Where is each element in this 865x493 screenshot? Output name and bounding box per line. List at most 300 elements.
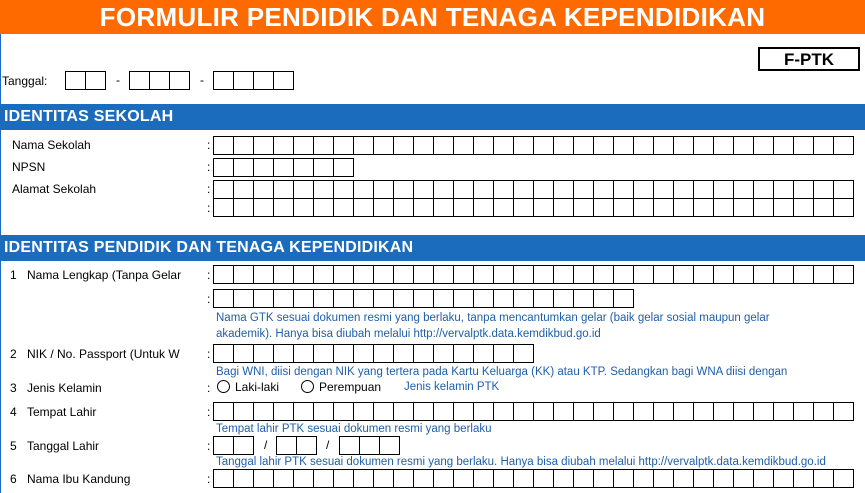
char-box[interactable] [573, 469, 594, 488]
char-box[interactable] [233, 289, 254, 308]
char-box[interactable] [273, 289, 294, 308]
char-box[interactable] [253, 265, 274, 284]
radio-perempuan-label: Perempuan [319, 380, 382, 394]
char-box[interactable] [393, 265, 414, 284]
char-box[interactable] [333, 180, 354, 199]
char-box[interactable] [253, 198, 274, 217]
char-box[interactable] [453, 402, 474, 421]
char-box[interactable] [613, 402, 634, 421]
char-box[interactable] [493, 402, 514, 421]
nama-ibu-boxes[interactable] [213, 469, 865, 488]
char-box[interactable] [833, 136, 854, 155]
char-box[interactable] [453, 265, 474, 284]
char-box[interactable] [713, 402, 734, 421]
char-box[interactable] [393, 469, 414, 488]
date-month-boxes[interactable] [129, 71, 189, 90]
char-box[interactable] [753, 469, 774, 488]
char-box[interactable] [373, 469, 394, 488]
char-box[interactable] [513, 136, 534, 155]
char-box[interactable] [553, 198, 574, 217]
char-box[interactable] [513, 180, 534, 199]
char-box[interactable] [213, 198, 234, 217]
date-year-boxes[interactable] [213, 71, 293, 90]
char-box[interactable] [373, 344, 394, 363]
tempat-lahir-label: Tempat Lahir [27, 405, 97, 419]
char-box[interactable] [253, 136, 274, 155]
colon: : [207, 268, 211, 282]
char-box[interactable] [573, 265, 594, 284]
char-box[interactable] [533, 265, 554, 284]
char-box[interactable] [353, 344, 374, 363]
char-box[interactable] [573, 289, 594, 308]
char-box[interactable] [313, 265, 334, 284]
field-number: 5 [10, 439, 17, 453]
char-box[interactable] [533, 198, 554, 217]
char-box[interactable] [433, 180, 454, 199]
char-box[interactable] [833, 265, 854, 284]
field-number: 1 [10, 268, 17, 282]
char-box[interactable] [773, 198, 794, 217]
radio-laki-laki[interactable] [217, 380, 279, 394]
char-box[interactable] [453, 136, 474, 155]
char-box[interactable] [273, 158, 294, 177]
nama-lengkap-boxes-line2[interactable] [213, 289, 633, 308]
char-box[interactable] [753, 265, 774, 284]
alamat-sekolah-boxes-line2[interactable] [213, 198, 865, 217]
nama-lengkap-hint-1: Nama GTK sesuai dokumen resmi yang berlaku, tanpa mencantumkan gelar (baik gelar sosial maupun gelar [216, 312, 770, 324]
char-box[interactable] [353, 265, 374, 284]
char-box[interactable] [413, 265, 434, 284]
char-box[interactable] [313, 402, 334, 421]
char-box[interactable] [493, 180, 514, 199]
char-box[interactable] [333, 265, 354, 284]
char-box[interactable] [373, 180, 394, 199]
char-box[interactable] [553, 469, 574, 488]
char-box[interactable] [273, 265, 294, 284]
char-box[interactable] [473, 265, 494, 284]
char-box[interactable] [513, 402, 534, 421]
char-box[interactable] [673, 198, 694, 217]
char-box[interactable] [353, 180, 374, 199]
char-box[interactable] [393, 402, 414, 421]
char-box[interactable] [593, 198, 614, 217]
char-box[interactable] [85, 71, 106, 90]
char-box[interactable] [773, 265, 794, 284]
char-box[interactable] [633, 180, 654, 199]
char-box[interactable] [413, 198, 434, 217]
char-box[interactable] [713, 136, 734, 155]
char-box[interactable] [733, 265, 754, 284]
char-box[interactable] [833, 469, 854, 488]
char-box[interactable] [733, 198, 754, 217]
char-box[interactable] [713, 265, 734, 284]
char-box[interactable] [393, 344, 414, 363]
char-box[interactable] [433, 469, 454, 488]
char-box[interactable] [393, 289, 414, 308]
char-box[interactable] [813, 180, 834, 199]
char-box[interactable] [473, 180, 494, 199]
char-box[interactable] [613, 180, 634, 199]
char-box[interactable] [233, 136, 254, 155]
char-box[interactable] [713, 180, 734, 199]
char-box[interactable] [393, 198, 414, 217]
char-box[interactable] [513, 469, 534, 488]
date-slash: / [264, 438, 268, 452]
char-box[interactable] [653, 469, 674, 488]
char-box[interactable] [453, 469, 474, 488]
char-box[interactable] [813, 265, 834, 284]
char-box[interactable] [633, 265, 654, 284]
char-box[interactable] [273, 198, 294, 217]
char-box[interactable] [593, 136, 614, 155]
char-box[interactable] [753, 136, 774, 155]
char-box[interactable] [653, 402, 674, 421]
char-box[interactable] [293, 158, 314, 177]
char-box[interactable] [773, 402, 794, 421]
char-box[interactable] [473, 136, 494, 155]
char-box[interactable] [653, 136, 674, 155]
char-box[interactable] [353, 198, 374, 217]
section-header-ptk: IDENTITAS PENDIDIK DAN TENAGA KEPENDIDIKAN [0, 235, 865, 261]
char-box[interactable] [293, 402, 314, 421]
char-box[interactable] [65, 71, 86, 90]
char-box[interactable] [533, 136, 554, 155]
char-box[interactable] [753, 402, 774, 421]
char-box[interactable] [733, 136, 754, 155]
char-box[interactable] [233, 180, 254, 199]
alamat-sekolah-label: Alamat Sekolah [12, 182, 97, 196]
char-box[interactable] [213, 265, 234, 284]
char-box[interactable] [813, 402, 834, 421]
char-box[interactable] [653, 265, 674, 284]
char-box[interactable] [713, 198, 734, 217]
char-box[interactable] [533, 289, 554, 308]
colon: : [207, 160, 211, 174]
char-box[interactable] [533, 180, 554, 199]
char-box[interactable] [753, 198, 774, 217]
tanggal-lahir-hint: Tanggal lahir PTK sesuai dokumen resmi yang berlaku. Hanya bisa diubah melalui http://vervalptk.data.kemdikbud.go.id [216, 456, 826, 468]
char-box[interactable] [793, 265, 814, 284]
char-box[interactable] [593, 265, 614, 284]
char-box[interactable] [493, 265, 514, 284]
char-box[interactable] [793, 402, 814, 421]
char-box[interactable] [553, 265, 574, 284]
char-box[interactable] [276, 436, 297, 455]
char-box[interactable] [313, 344, 334, 363]
char-box[interactable] [296, 436, 317, 455]
char-box[interactable] [333, 158, 354, 177]
char-box[interactable] [313, 198, 334, 217]
colon: : [207, 182, 211, 196]
char-box[interactable] [773, 180, 794, 199]
radio-perempuan[interactable] [301, 380, 381, 394]
char-box[interactable] [233, 198, 254, 217]
jenis-kelamin-hint: Jenis kelamin PTK [404, 381, 500, 393]
char-box[interactable] [493, 469, 514, 488]
char-box[interactable] [533, 402, 554, 421]
char-box[interactable] [713, 469, 734, 488]
char-box[interactable] [513, 289, 534, 308]
char-box[interactable] [793, 198, 814, 217]
char-box[interactable] [513, 198, 534, 217]
char-box[interactable] [313, 469, 334, 488]
char-box[interactable] [413, 344, 434, 363]
char-box[interactable] [273, 71, 294, 90]
char-box[interactable] [213, 158, 234, 177]
char-box[interactable] [233, 344, 254, 363]
char-box[interactable] [393, 180, 414, 199]
char-box[interactable] [493, 136, 514, 155]
char-box[interactable] [339, 436, 360, 455]
char-box[interactable] [253, 71, 274, 90]
colon: : [207, 405, 211, 419]
char-box[interactable] [213, 344, 234, 363]
char-box[interactable] [169, 71, 190, 90]
char-box[interactable] [613, 265, 634, 284]
tanggal-lahir-month-boxes[interactable] [276, 436, 316, 455]
char-box[interactable] [293, 180, 314, 199]
char-box[interactable] [633, 136, 654, 155]
char-box[interactable] [233, 469, 254, 488]
char-box[interactable] [433, 265, 454, 284]
radio-circle-icon [217, 380, 230, 393]
char-box[interactable] [473, 344, 494, 363]
char-box[interactable] [733, 180, 754, 199]
radio-laki-laki-label: Laki-laki [235, 380, 280, 394]
char-box[interactable] [333, 198, 354, 217]
char-box[interactable] [353, 136, 374, 155]
char-box[interactable] [593, 180, 614, 199]
char-box[interactable] [673, 469, 694, 488]
nama-sekolah-label: Nama Sekolah [12, 138, 91, 152]
char-box[interactable] [693, 198, 714, 217]
char-box[interactable] [593, 289, 614, 308]
char-box[interactable] [693, 180, 714, 199]
char-box[interactable] [393, 136, 414, 155]
char-box[interactable] [633, 402, 654, 421]
char-box[interactable] [353, 402, 374, 421]
char-box[interactable] [613, 136, 634, 155]
char-box[interactable] [253, 180, 274, 199]
char-box[interactable] [273, 402, 294, 421]
colon: : [207, 201, 211, 215]
char-box[interactable] [313, 136, 334, 155]
char-box[interactable] [673, 265, 694, 284]
char-box[interactable] [433, 344, 454, 363]
char-box[interactable] [493, 198, 514, 217]
char-box[interactable] [333, 136, 354, 155]
char-box[interactable] [353, 469, 374, 488]
nik-label: NIK / No. Passport (Untuk W [27, 347, 180, 361]
char-box[interactable] [613, 198, 634, 217]
tempat-lahir-boxes[interactable] [213, 402, 865, 421]
alamat-sekolah-boxes-line1[interactable] [213, 180, 865, 199]
char-box[interactable] [773, 469, 794, 488]
char-box[interactable] [359, 436, 380, 455]
char-box[interactable] [293, 344, 314, 363]
char-box[interactable] [633, 469, 654, 488]
char-box[interactable] [453, 289, 474, 308]
char-box[interactable] [253, 469, 274, 488]
nik-boxes[interactable] [213, 344, 533, 363]
field-number: 6 [10, 472, 17, 486]
char-box[interactable] [793, 136, 814, 155]
field-number: 4 [10, 405, 17, 419]
npsn-boxes[interactable] [213, 158, 353, 177]
tanggal-lahir-label: Tanggal Lahir [27, 439, 100, 453]
char-box[interactable] [473, 198, 494, 217]
form-code: F-PTK [758, 47, 860, 71]
char-box[interactable] [333, 344, 354, 363]
char-box[interactable] [149, 71, 170, 90]
char-box[interactable] [473, 469, 494, 488]
char-box[interactable] [373, 136, 394, 155]
char-box[interactable] [693, 136, 714, 155]
char-box[interactable] [633, 198, 654, 217]
char-box[interactable] [553, 289, 574, 308]
char-box[interactable] [773, 136, 794, 155]
char-box[interactable] [653, 180, 674, 199]
char-box[interactable] [273, 180, 294, 199]
char-box[interactable] [293, 265, 314, 284]
char-box[interactable] [129, 71, 150, 90]
char-box[interactable] [453, 344, 474, 363]
char-box[interactable] [513, 344, 534, 363]
char-box[interactable] [313, 158, 334, 177]
char-box[interactable] [593, 402, 614, 421]
nama-lengkap-hint-2: akademik). Hanya bisa diubah melalui http://vervalptk.data.kemdikbud.go.id [216, 328, 601, 340]
char-box[interactable] [573, 180, 594, 199]
char-box[interactable] [813, 136, 834, 155]
char-box[interactable] [213, 136, 234, 155]
char-box[interactable] [213, 289, 234, 308]
char-box[interactable] [373, 402, 394, 421]
colon: : [207, 347, 211, 361]
char-box[interactable] [793, 469, 814, 488]
char-box[interactable] [533, 469, 554, 488]
date-day-boxes[interactable] [65, 71, 105, 90]
char-box[interactable] [673, 136, 694, 155]
char-box[interactable] [273, 344, 294, 363]
char-box[interactable] [213, 71, 234, 90]
char-box[interactable] [573, 136, 594, 155]
char-box[interactable] [473, 289, 494, 308]
char-box[interactable] [553, 136, 574, 155]
char-box[interactable] [673, 180, 694, 199]
char-box[interactable] [379, 436, 400, 455]
char-box[interactable] [793, 180, 814, 199]
char-box[interactable] [553, 180, 574, 199]
date-slash: / [326, 438, 330, 452]
char-box[interactable] [293, 136, 314, 155]
char-box[interactable] [573, 198, 594, 217]
char-box[interactable] [253, 289, 274, 308]
char-box[interactable] [433, 136, 454, 155]
char-box[interactable] [553, 402, 574, 421]
char-box[interactable] [813, 469, 834, 488]
char-box[interactable] [233, 402, 254, 421]
colon: : [207, 381, 211, 395]
char-box[interactable] [253, 158, 274, 177]
char-box[interactable] [433, 402, 454, 421]
char-box[interactable] [413, 402, 434, 421]
char-box[interactable] [413, 136, 434, 155]
char-box[interactable] [313, 180, 334, 199]
char-box[interactable] [213, 469, 234, 488]
char-box[interactable] [513, 265, 534, 284]
char-box[interactable] [213, 180, 234, 199]
char-box[interactable] [413, 469, 434, 488]
tanggal-lahir-day-boxes[interactable] [213, 436, 253, 455]
char-box[interactable] [613, 289, 634, 308]
char-box[interactable] [293, 469, 314, 488]
char-box[interactable] [593, 469, 614, 488]
char-box[interactable] [493, 344, 514, 363]
char-box[interactable] [693, 469, 714, 488]
nama-sekolah-boxes[interactable] [213, 136, 865, 155]
char-box[interactable] [753, 180, 774, 199]
char-box[interactable] [693, 402, 714, 421]
char-box[interactable] [273, 469, 294, 488]
char-box[interactable] [833, 198, 854, 217]
page-left-border [0, 34, 1, 493]
char-box[interactable] [813, 198, 834, 217]
char-box[interactable] [373, 198, 394, 217]
char-box[interactable] [353, 289, 374, 308]
date-separator: - [200, 73, 204, 87]
char-box[interactable] [413, 289, 434, 308]
date-separator: - [116, 73, 120, 87]
char-box[interactable] [293, 289, 314, 308]
char-box[interactable] [333, 469, 354, 488]
char-box[interactable] [213, 436, 234, 455]
char-box[interactable] [733, 402, 754, 421]
char-box[interactable] [833, 402, 854, 421]
char-box[interactable] [473, 402, 494, 421]
char-box[interactable] [333, 402, 354, 421]
char-box[interactable] [573, 402, 594, 421]
char-box[interactable] [693, 265, 714, 284]
char-box[interactable] [493, 289, 514, 308]
char-box[interactable] [373, 265, 394, 284]
char-box[interactable] [373, 289, 394, 308]
char-box[interactable] [433, 289, 454, 308]
char-box[interactable] [233, 71, 254, 90]
char-box[interactable] [213, 402, 234, 421]
char-box[interactable] [833, 180, 854, 199]
char-box[interactable] [453, 198, 474, 217]
nama-lengkap-boxes-line1[interactable] [213, 265, 865, 284]
char-box[interactable] [253, 402, 274, 421]
char-box[interactable] [613, 469, 634, 488]
char-box[interactable] [313, 289, 334, 308]
form-title: FORMULIR PENDIDIK DAN TENAGA KEPENDIDIKAN [0, 0, 865, 34]
char-box[interactable] [673, 402, 694, 421]
char-box[interactable] [273, 136, 294, 155]
char-box[interactable] [233, 158, 254, 177]
char-box[interactable] [453, 180, 474, 199]
char-box[interactable] [333, 289, 354, 308]
char-box[interactable] [293, 198, 314, 217]
char-box[interactable] [253, 344, 274, 363]
char-box[interactable] [733, 469, 754, 488]
char-box[interactable] [653, 198, 674, 217]
tanggal-lahir-year-boxes[interactable] [339, 436, 399, 455]
char-box[interactable] [433, 198, 454, 217]
char-box[interactable] [233, 436, 254, 455]
char-box[interactable] [413, 180, 434, 199]
char-box[interactable] [233, 265, 254, 284]
